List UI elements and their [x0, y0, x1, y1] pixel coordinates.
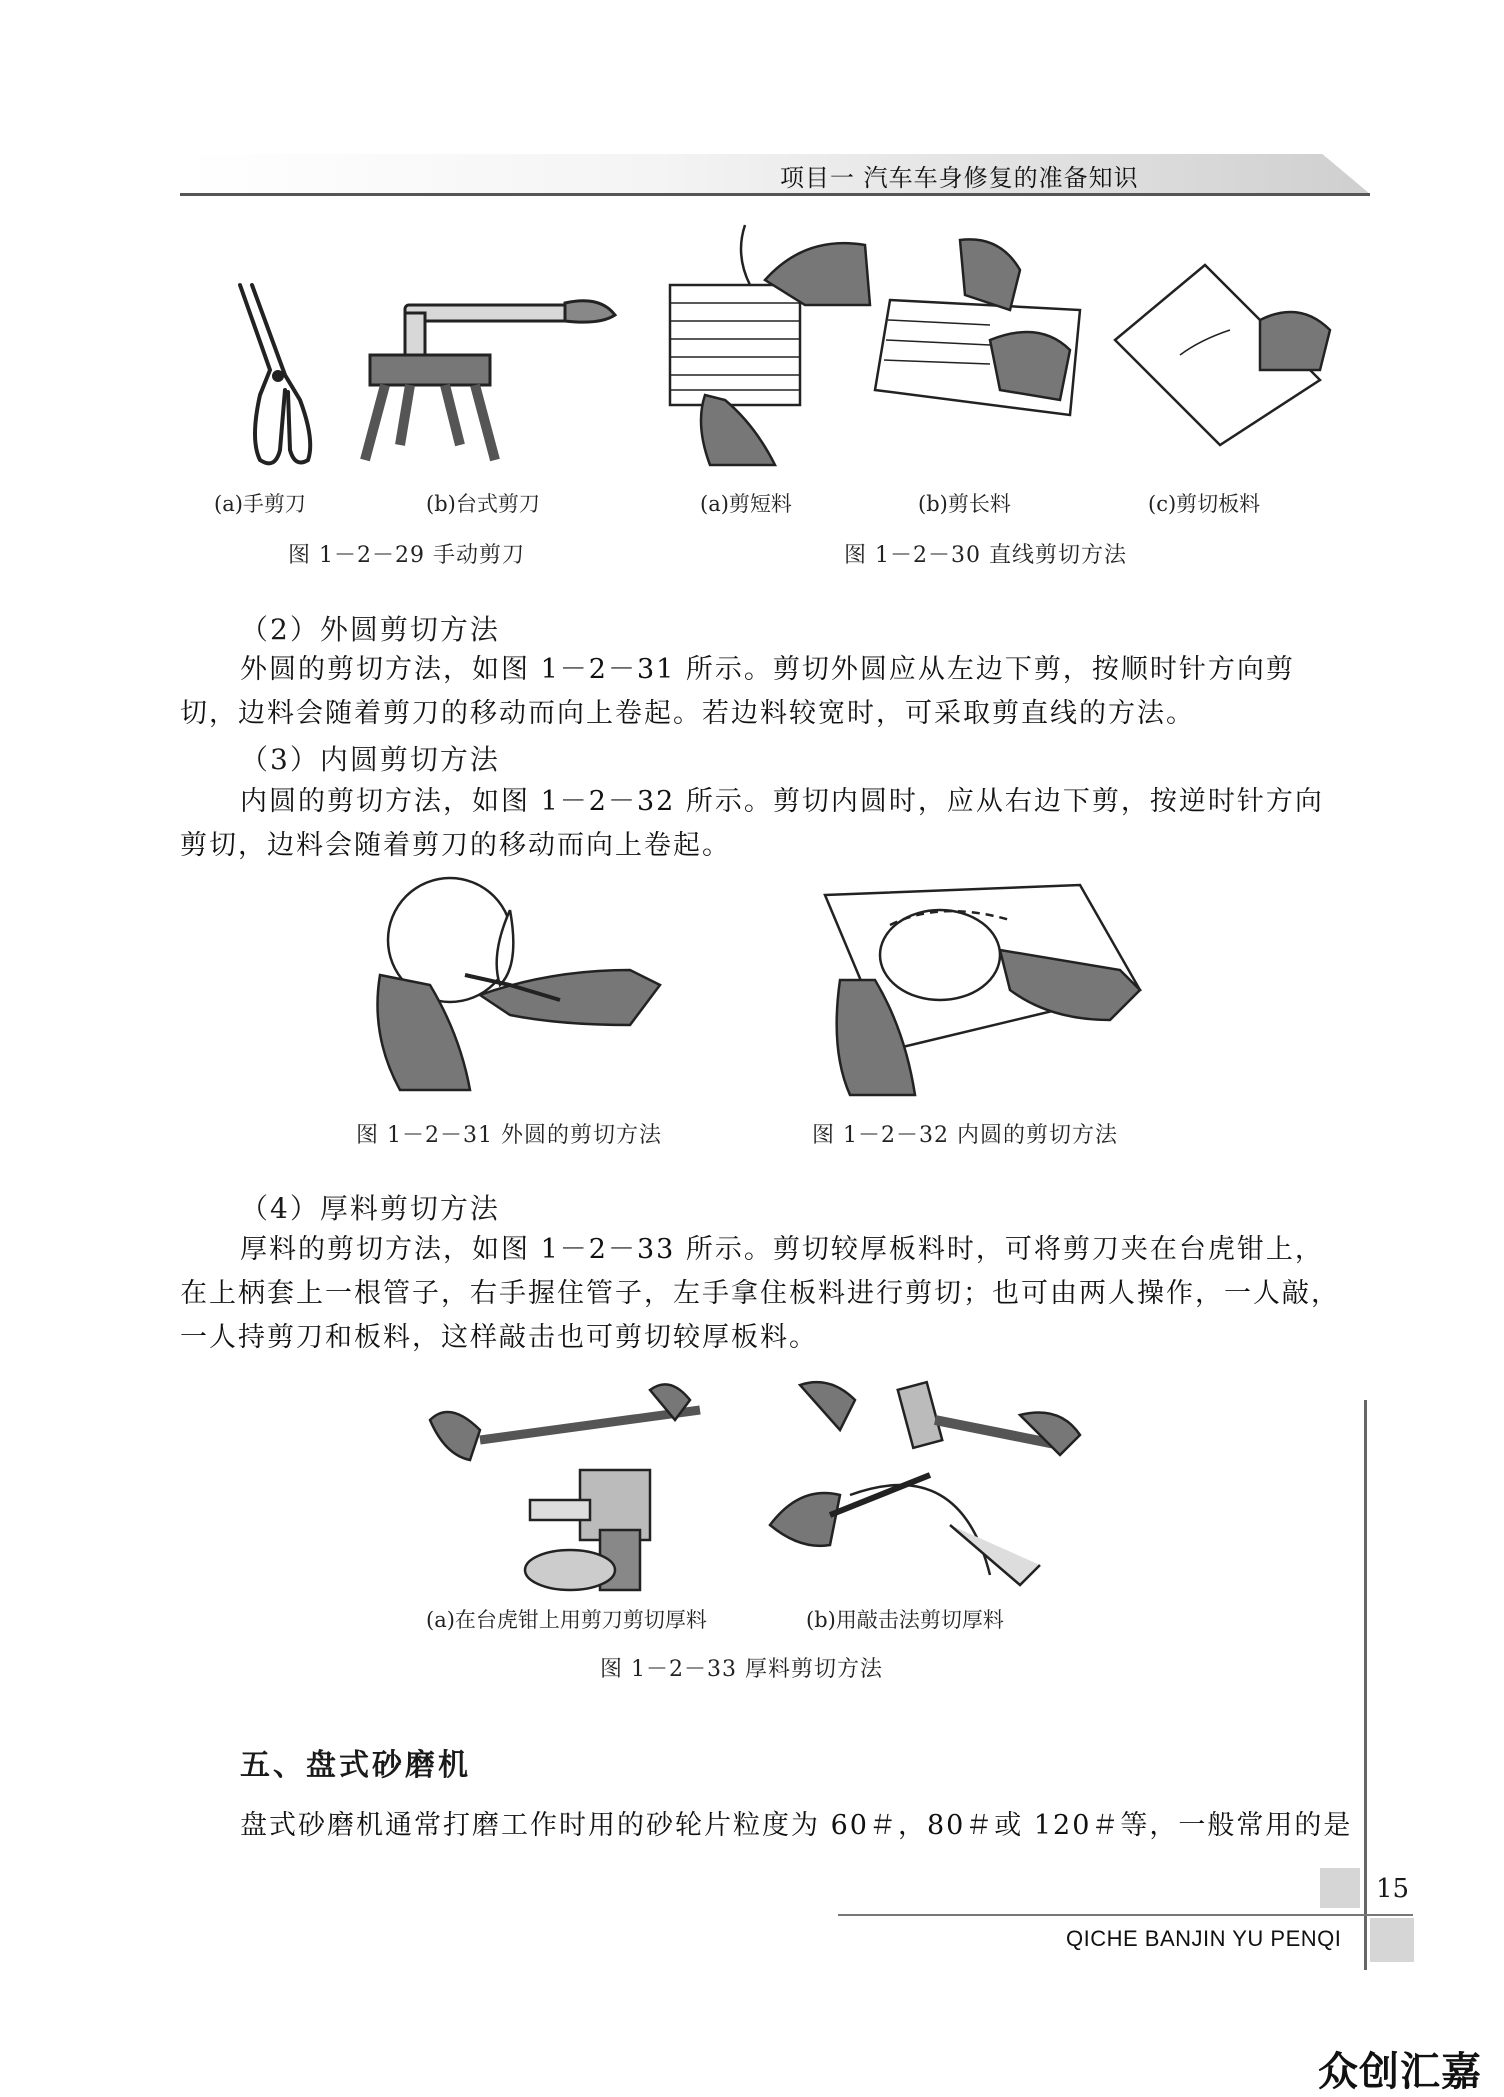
book-title: QICHE BANJIN YU PENQI [1066, 1926, 1342, 1951]
footer-box [1370, 1918, 1414, 1962]
outer-circle-cut-illustration [360, 875, 680, 1095]
fig-1-2-29-caption-b: (b)台式剪刀 [426, 492, 540, 516]
fig-1-2-30-caption-b: (b)剪长料 [918, 492, 1011, 516]
cut-long-stock-illustration [870, 240, 1090, 440]
fig-1-2-33-caption-a: (a)在台虎钳上用剪刀剪切厚料 [426, 1608, 707, 1632]
page-number: 15 [1376, 1874, 1410, 1904]
page-number-box [1320, 1868, 1360, 1908]
fig-1-2-30-caption-a: (a)剪短料 [700, 492, 792, 516]
section-2-heading: （2）外圆剪切方法 [240, 613, 500, 646]
section-3-heading: （3）内圆剪切方法 [240, 743, 500, 776]
vise-shears-illustration [420, 1380, 760, 1600]
section-5-title: 五、盘式砂磨机 [240, 1748, 471, 1783]
chapter-title: 项目一 汽车车身修复的准备知识 [780, 164, 1139, 192]
section-2-body: 外圆的剪切方法，如图 1－2－31 所示。剪切外圆应从左边下剪，按顺时针方向剪切，边料会随着剪刀的移动而向上卷起。若边料较宽时，可采取剪直线的方法。 [180, 654, 1295, 729]
section-4-body: 厚料的剪切方法，如图 1－2－33 所示。剪切较厚板料时，可将剪刀夹在台虎钳上，在上柄套上一根管子，右手握住管子，左手拿住板料进行剪切；也可由两人操作，一人敲，一人持剪刀和板料，这样敲击也可剪切较厚板料。 [180, 1234, 1340, 1353]
hand-shears-illustration [230, 280, 340, 470]
footer-rule [838, 1914, 1413, 1916]
fig-1-2-31-title: 图 1－2－31 外圆的剪切方法 [356, 1123, 662, 1148]
bench-shears-illustration [345, 295, 625, 465]
fig-1-2-30-title: 图 1－2－30 直线剪切方法 [844, 543, 1127, 568]
header-band [180, 154, 1370, 194]
fig-1-2-33-title: 图 1－2－33 厚料剪切方法 [600, 1657, 883, 1682]
watermark: 众创汇嘉 [1318, 2049, 1482, 2095]
section-4-heading: （4）厚料剪切方法 [240, 1192, 500, 1225]
fig-1-2-33-caption-b: (b)用敲击法剪切厚料 [806, 1608, 1004, 1632]
fig-1-2-30-caption-c: (c)剪切板料 [1148, 492, 1261, 516]
cut-short-stock-illustration [665, 225, 875, 465]
inner-circle-cut-illustration [820, 880, 1150, 1100]
section-3-body: 内圆的剪切方法，如图 1－2－32 所示。剪切内圆时，应从右边下剪，按逆时针方向剪切，边料会随着剪刀的移动而向上卷起。 [180, 786, 1324, 861]
fig-1-2-29-title: 图 1－2－29 手动剪刀 [288, 543, 525, 568]
margin-rule [1364, 1400, 1367, 1970]
fig-1-2-29-caption-a: (a)手剪刀 [214, 492, 306, 516]
fig-1-2-32-title: 图 1－2－32 内圆的剪切方法 [812, 1123, 1118, 1148]
cut-sheet-stock-illustration [1110, 260, 1340, 450]
header-rule [180, 193, 1370, 196]
section-5-body: 盘式砂磨机通常打磨工作时用的砂轮片粒度为 60＃，80＃或 120＃等，一般常用的是 [240, 1810, 1353, 1841]
hammer-strike-illustration [760, 1375, 1090, 1605]
